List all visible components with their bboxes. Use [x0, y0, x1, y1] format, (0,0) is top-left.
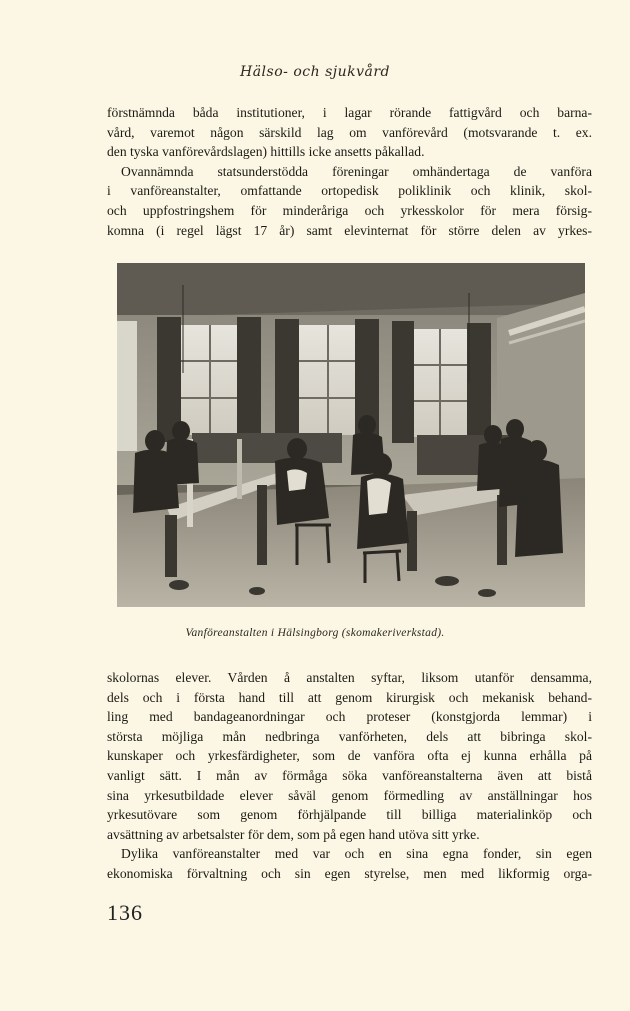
text-line: och uppfostringshem för minderåriga och yrkesskolor för mera försig- [107, 202, 592, 218]
text-line: ling med bandageanordningar och proteser (konstgjorda lemmar) i [107, 709, 592, 725]
text-line: Dylika vanföreanstalter med var och en sina egna fonder, sin egen [121, 846, 592, 862]
running-head: Hälso- och sjukvård [240, 64, 390, 80]
text-line: komna (i regel lägst 17 år) samt elevinternat för större delen av yrkes- [107, 222, 592, 238]
figure-caption: Vanföreanstalten i Hälsingborg (skomakeriverkstad). [185, 627, 445, 639]
text-line: kunskaper och yrkesfärdigheter, som de vanföra ofta ej kunna erhålla på [107, 748, 592, 764]
text-line: sina yrkesutbildade elever såväl genom förmedling av anställningar hos [107, 787, 592, 803]
text-line: Ovannämnda statsunderstödda föreningar omhändertaga de vanföra [121, 163, 592, 179]
text-line: skolornas elever. Vården å anstalten syftar, liksom utanför densamma, [107, 670, 592, 685]
page-number: 136 [107, 900, 143, 925]
workshop-photo [117, 263, 585, 607]
body-text-bottom [107, 668, 592, 884]
text-line: yrkesutövare som genom förhjälpande till billiga materialinköp och [107, 807, 592, 823]
body-text-top [107, 103, 592, 240]
text-line: den tyska vanförevårdslagen) hittills icke ansetts påkallad. [107, 144, 425, 160]
workshop-photo-illustration [117, 263, 585, 607]
text-line: avsättning av arbetsalster för dem, som på egen hand utöva sitt yrke. [107, 826, 480, 842]
text-line: vanligt sätt. I mån av förmåga söka vanföreanstalterna även att bistå [107, 767, 592, 783]
text-line: i vanföreanstalter, omfattande ortopedisk poliklinik och klinik, skol- [107, 183, 592, 199]
text-line: största möjliga mån nedbringa vanförheten, dels att bibringa skol- [107, 728, 592, 744]
text-line: vård, varemot någon särskild lag om vanförevård (motsvarande t. ex. [107, 124, 592, 140]
text-line: dels och i första hand till att genom kirurgisk och mekanisk behand- [107, 689, 592, 705]
text-line: förstnämnda båda institutioner, i lagar rörande fattigvård och barna- [107, 105, 592, 120]
text-line: ekonomiska förvaltning och sin egen styrelse, men med likformig orga- [107, 865, 592, 881]
